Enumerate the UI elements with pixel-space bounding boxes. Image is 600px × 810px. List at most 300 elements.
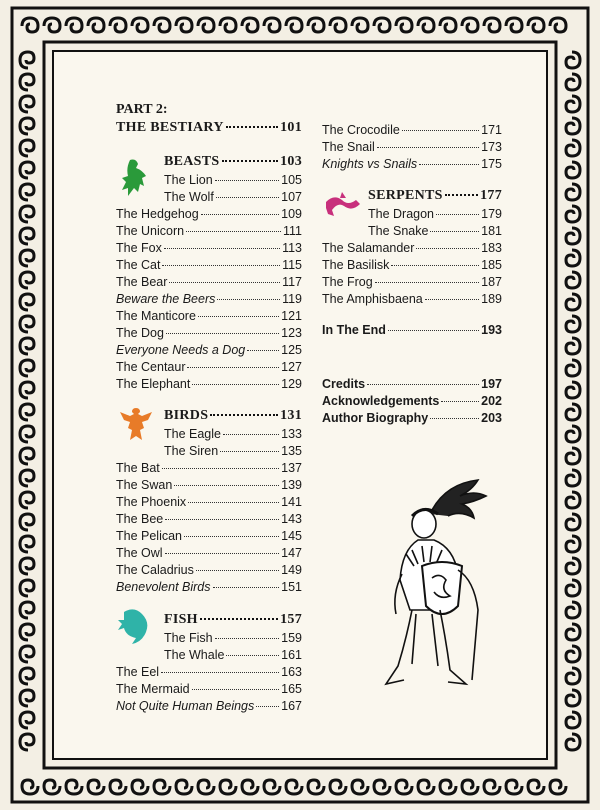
border-scroll <box>198 18 214 32</box>
border-scroll <box>264 780 280 794</box>
border-scroll <box>440 780 456 794</box>
dot-leader <box>388 330 479 331</box>
entry-page: 171 <box>481 123 502 137</box>
entry-title: Knights vs Snails <box>322 157 418 171</box>
toc-entry[interactable] <box>116 342 302 358</box>
entry-title: The Eagle <box>164 427 221 441</box>
entry-title: The Fish <box>164 631 213 645</box>
border-scroll <box>566 492 580 508</box>
dot-leader <box>419 164 479 165</box>
fish-icon <box>116 606 156 648</box>
toc-entry[interactable] <box>116 477 302 493</box>
border-scroll <box>528 780 544 794</box>
entry-page: 109 <box>281 207 302 221</box>
entry-title: The Unicorn <box>116 224 185 238</box>
border-scroll <box>566 668 580 684</box>
border-scroll <box>566 206 580 222</box>
border-scroll <box>374 18 390 32</box>
entry-title: The Pelican <box>116 529 183 543</box>
entry-title: The Amphisbaena <box>322 292 423 306</box>
border-scroll <box>20 294 34 310</box>
border-scroll <box>374 780 390 794</box>
section-page: 177 <box>480 188 502 203</box>
border-scroll <box>88 780 104 794</box>
entry-title: The Hedgehog <box>116 207 199 221</box>
dot-leader <box>425 299 479 300</box>
border-scroll <box>418 18 434 32</box>
border-scroll <box>66 18 82 32</box>
border-scroll <box>20 96 34 112</box>
border-scroll <box>566 184 580 200</box>
border-scroll <box>352 18 368 32</box>
dragon-icon <box>116 156 156 198</box>
entry-title: The Basilisk <box>322 258 390 272</box>
border-scroll <box>566 140 580 156</box>
border-scroll <box>154 780 170 794</box>
section-heading-serpents[interactable] <box>368 188 502 204</box>
eagle-icon <box>116 404 156 446</box>
toc-entry[interactable] <box>116 274 302 290</box>
dot-leader <box>188 502 279 503</box>
entry-title: Not Quite Human Beings <box>116 699 255 713</box>
border-scroll <box>220 18 236 32</box>
toc-entry[interactable] <box>116 494 302 510</box>
toc-entry[interactable] <box>116 511 302 527</box>
entry-title: The Bee <box>116 512 164 526</box>
entry-page: 163 <box>281 665 302 679</box>
border-scroll <box>566 734 580 750</box>
border-scroll <box>484 780 500 794</box>
border-scroll <box>20 646 34 662</box>
entry-page: 121 <box>281 309 302 323</box>
border-scroll <box>20 404 34 420</box>
border-scroll <box>176 18 192 32</box>
border-scroll <box>20 52 34 68</box>
toc-entry[interactable] <box>368 206 502 222</box>
dot-leader <box>165 519 279 520</box>
border-scroll <box>242 780 258 794</box>
dot-leader <box>164 248 280 249</box>
border-scroll <box>506 18 522 32</box>
border-scroll <box>20 316 34 332</box>
entry-title: The Caladrius <box>116 563 194 577</box>
part-title: THE BESTIARY <box>116 120 224 135</box>
entry-title: The Bear <box>116 275 168 289</box>
toc-entry[interactable] <box>116 359 302 375</box>
border-scroll <box>20 448 34 464</box>
toc-entry[interactable] <box>116 528 302 544</box>
border-scroll <box>110 18 126 32</box>
border-scroll <box>20 558 34 574</box>
border-scroll <box>132 780 148 794</box>
toc-entry[interactable] <box>164 630 302 646</box>
entry-title: The Snake <box>368 224 429 238</box>
dot-leader <box>247 350 279 351</box>
border-scroll <box>264 18 280 32</box>
toc-entry[interactable] <box>322 122 502 138</box>
dot-leader <box>226 126 278 128</box>
entry-title: The Manticore <box>116 309 196 323</box>
section-heading-fish[interactable] <box>164 612 302 628</box>
border-scroll <box>44 18 60 32</box>
section-page: 131 <box>280 408 302 423</box>
border-scroll <box>20 162 34 178</box>
entry-page: 127 <box>281 360 302 374</box>
toc-entry-backmatter[interactable] <box>322 393 502 409</box>
entry-page: 161 <box>281 648 302 662</box>
entry-title: The Wolf <box>164 190 214 204</box>
border-scroll <box>566 52 580 68</box>
dot-leader <box>375 282 479 283</box>
border-scroll <box>242 18 258 32</box>
entry-page: 151 <box>281 580 302 594</box>
border-scroll <box>20 470 34 486</box>
entry-page: 105 <box>281 173 302 187</box>
border-scroll <box>20 536 34 552</box>
border-scroll <box>20 228 34 244</box>
dot-leader <box>367 384 479 385</box>
toc-entry[interactable] <box>116 257 302 273</box>
border-scroll <box>20 734 34 750</box>
dot-leader <box>445 194 478 196</box>
entry-title: Author Biography <box>322 411 429 425</box>
serpent-icon <box>322 188 362 230</box>
border-scroll <box>566 250 580 266</box>
border-scroll <box>566 360 580 376</box>
toc-entry[interactable] <box>116 223 302 239</box>
toc-entry[interactable] <box>116 664 302 680</box>
knight-illustration <box>372 474 512 704</box>
entry-page: 149 <box>281 563 302 577</box>
entry-page: 175 <box>481 157 502 171</box>
border-scroll <box>20 426 34 442</box>
entry-page: 187 <box>481 275 502 289</box>
entry-page: 202 <box>481 394 502 408</box>
entry-title: Benevolent Birds <box>116 580 211 594</box>
toc-entry[interactable] <box>116 562 302 578</box>
dot-leader <box>200 618 278 620</box>
dot-leader <box>184 536 279 537</box>
entry-page: 111 <box>282 224 302 238</box>
border-scroll <box>220 780 236 794</box>
toc-entry[interactable] <box>116 579 302 595</box>
dot-leader <box>256 706 279 707</box>
toc-entry[interactable] <box>116 308 302 324</box>
entry-page: 179 <box>481 207 502 221</box>
entry-page: 119 <box>282 292 302 306</box>
border-scroll <box>308 780 324 794</box>
dot-leader <box>216 197 279 198</box>
border-scroll <box>566 690 580 706</box>
toc-entry-backmatter[interactable] <box>322 410 502 426</box>
border-scroll <box>566 118 580 134</box>
dot-leader <box>198 316 279 317</box>
toc-entry[interactable] <box>116 698 302 714</box>
dot-leader <box>165 553 280 554</box>
border-scroll <box>528 18 544 32</box>
border-scroll <box>286 780 302 794</box>
dot-leader <box>416 248 479 249</box>
dot-leader <box>186 231 281 232</box>
entry-title: The Elephant <box>116 377 191 391</box>
entry-page: 135 <box>281 444 302 458</box>
border-scroll <box>566 162 580 178</box>
border-scroll <box>566 558 580 574</box>
toc-entry[interactable] <box>116 206 302 222</box>
entry-title: The Siren <box>164 444 219 458</box>
border-scroll <box>550 780 566 794</box>
border-scroll <box>396 18 412 32</box>
entry-title: Beware the Beers <box>116 292 216 306</box>
part-title-entry[interactable] <box>116 120 302 136</box>
dot-leader <box>217 299 280 300</box>
entry-page: 113 <box>282 241 302 255</box>
entry-title: The Mermaid <box>116 682 190 696</box>
section-page: 103 <box>280 154 302 169</box>
toc-entry[interactable] <box>116 240 302 256</box>
border-scroll <box>20 184 34 200</box>
entry-page: 165 <box>281 682 302 696</box>
border-scroll <box>566 316 580 332</box>
dot-leader <box>377 147 479 148</box>
border-scroll <box>20 492 34 508</box>
dot-leader <box>430 231 479 232</box>
border-scroll <box>330 18 346 32</box>
border-scroll <box>20 250 34 266</box>
border-scroll <box>20 712 34 728</box>
toc-entry[interactable] <box>116 460 302 476</box>
dot-leader <box>166 333 279 334</box>
section-page: 157 <box>280 612 302 627</box>
toc-entry[interactable] <box>164 172 302 188</box>
border-scroll <box>176 780 192 794</box>
border-scroll <box>566 404 580 420</box>
part-page: 101 <box>280 120 302 135</box>
border-scroll <box>566 382 580 398</box>
dot-leader <box>162 265 280 266</box>
entry-page: 123 <box>281 326 302 340</box>
border-scroll <box>20 206 34 222</box>
dot-leader <box>222 160 279 162</box>
toc-entry[interactable] <box>368 223 502 239</box>
border-scroll <box>20 602 34 618</box>
dot-leader <box>162 468 279 469</box>
border-scroll <box>484 18 500 32</box>
entry-page: 137 <box>281 461 302 475</box>
dot-leader <box>192 384 279 385</box>
toc-entry[interactable] <box>116 681 302 697</box>
entry-title: The Whale <box>164 648 225 662</box>
border-scroll <box>462 780 478 794</box>
part-label: PART 2: <box>116 102 168 117</box>
border-scroll <box>418 780 434 794</box>
entry-page: 129 <box>281 377 302 391</box>
entry-page: 181 <box>481 224 502 238</box>
entry-title: The Fox <box>116 241 162 255</box>
section-title: SERPENTS <box>368 188 443 203</box>
entry-page: 107 <box>281 190 302 204</box>
entry-title: The Lion <box>164 173 213 187</box>
entry-page: 141 <box>281 495 302 509</box>
border-scroll <box>154 18 170 32</box>
border-scroll <box>88 18 104 32</box>
dot-leader <box>215 638 280 639</box>
border-scroll <box>308 18 324 32</box>
border-scroll <box>330 780 346 794</box>
border-scroll <box>20 338 34 354</box>
dot-leader <box>391 265 479 266</box>
border-scroll <box>566 74 580 90</box>
section-heading-birds[interactable] <box>164 408 302 424</box>
border-scroll <box>566 536 580 552</box>
border-scroll <box>566 470 580 486</box>
entry-page: 143 <box>281 512 302 526</box>
dot-leader <box>210 414 278 416</box>
border-scroll <box>566 514 580 530</box>
border-scroll <box>20 140 34 156</box>
border-scroll <box>566 646 580 662</box>
border-scroll <box>396 780 412 794</box>
border-scroll <box>566 580 580 596</box>
border-scroll <box>566 602 580 618</box>
dot-leader <box>220 451 279 452</box>
entry-page: 133 <box>281 427 302 441</box>
border-scroll <box>566 228 580 244</box>
dot-leader <box>213 587 280 588</box>
entry-title: The Swan <box>116 478 173 492</box>
toc-entry[interactable] <box>322 240 502 256</box>
border-scroll <box>566 96 580 112</box>
entry-title: The Bat <box>116 461 160 475</box>
entry-title: The Cat <box>116 258 161 272</box>
entry-page: 185 <box>481 258 502 272</box>
entry-title: In The End <box>322 323 386 337</box>
border-scroll <box>566 712 580 728</box>
toc-entry[interactable] <box>116 325 302 341</box>
entry-page: 147 <box>281 546 302 560</box>
entry-title: Credits <box>322 377 366 391</box>
entry-title: The Dragon <box>368 207 435 221</box>
entry-page: 167 <box>281 699 302 713</box>
entry-page: 125 <box>281 343 302 357</box>
toc-entry[interactable] <box>322 139 502 155</box>
dot-leader <box>187 367 279 368</box>
entry-title: Acknowledgements <box>322 394 440 408</box>
dot-leader <box>201 214 279 215</box>
toc-entry[interactable] <box>164 443 302 459</box>
border-scroll <box>20 360 34 376</box>
toc-entry[interactable] <box>322 291 502 307</box>
entry-title: The Eel <box>116 665 160 679</box>
border-scroll <box>20 74 34 90</box>
border-scroll <box>566 338 580 354</box>
border-scroll <box>566 294 580 310</box>
border-scroll <box>352 780 368 794</box>
border-scroll <box>22 780 38 794</box>
entry-title: The Phoenix <box>116 495 187 509</box>
dot-leader <box>174 485 279 486</box>
toc-entry[interactable] <box>116 545 302 561</box>
border-scroll <box>20 580 34 596</box>
toc-entry-backmatter[interactable] <box>322 376 502 392</box>
entry-page: 139 <box>281 478 302 492</box>
toc-entry[interactable] <box>322 274 502 290</box>
dot-leader <box>196 570 279 571</box>
border-scroll <box>20 624 34 640</box>
border-scroll <box>566 624 580 640</box>
entry-page: 183 <box>481 241 502 255</box>
toc-entry[interactable] <box>164 647 302 663</box>
dot-leader <box>192 689 280 690</box>
section-heading-beasts[interactable] <box>164 154 302 170</box>
section-title: FISH <box>164 612 198 627</box>
toc-entry[interactable] <box>322 156 502 172</box>
entry-page: 159 <box>281 631 302 645</box>
entry-page: 197 <box>481 377 502 391</box>
entry-page: 203 <box>481 411 502 425</box>
border-scroll <box>20 118 34 134</box>
entry-page: 193 <box>481 323 502 337</box>
entry-page: 145 <box>281 529 302 543</box>
toc-entry[interactable] <box>116 291 302 307</box>
toc-entry[interactable] <box>164 426 302 442</box>
entry-page: 189 <box>481 292 502 306</box>
dot-leader <box>441 401 479 402</box>
border-scroll <box>20 272 34 288</box>
dot-leader <box>215 180 279 181</box>
border-scroll <box>550 18 566 32</box>
entry-page: 173 <box>481 140 502 154</box>
border-scroll <box>198 780 214 794</box>
border-scroll <box>110 780 126 794</box>
dot-leader <box>226 655 279 656</box>
entry-title: The Dog <box>116 326 164 340</box>
dot-leader <box>402 130 479 131</box>
border-scroll <box>20 690 34 706</box>
border-scroll <box>20 382 34 398</box>
toc-entry[interactable] <box>322 257 502 273</box>
entry-page: 115 <box>282 258 302 272</box>
toc-entry[interactable] <box>116 376 302 392</box>
entry-title: The Frog <box>322 275 373 289</box>
dot-leader <box>430 418 479 419</box>
entry-title: The Owl <box>116 546 163 560</box>
entry-title: The Snail <box>322 140 375 154</box>
border-scroll <box>566 448 580 464</box>
border-scroll <box>506 780 522 794</box>
entry-page: 117 <box>282 275 302 289</box>
section-title: BIRDS <box>164 408 209 423</box>
border-scroll <box>566 272 580 288</box>
border-scroll <box>566 426 580 442</box>
border-scroll <box>462 18 478 32</box>
entry-title: The Salamander <box>322 241 415 255</box>
toc-entry-end[interactable] <box>322 322 502 338</box>
dot-leader <box>436 214 479 215</box>
toc-entry[interactable] <box>164 189 302 205</box>
border-scroll <box>22 18 38 32</box>
section-title: BEASTS <box>164 154 220 169</box>
border-scroll <box>286 18 302 32</box>
border-scroll <box>440 18 456 32</box>
border-scroll <box>20 514 34 530</box>
entry-title: The Centaur <box>116 360 186 374</box>
dot-leader <box>161 672 279 673</box>
entry-title: The Crocodile <box>322 123 400 137</box>
border-scroll <box>20 668 34 684</box>
border-scroll <box>132 18 148 32</box>
border-scroll <box>66 780 82 794</box>
